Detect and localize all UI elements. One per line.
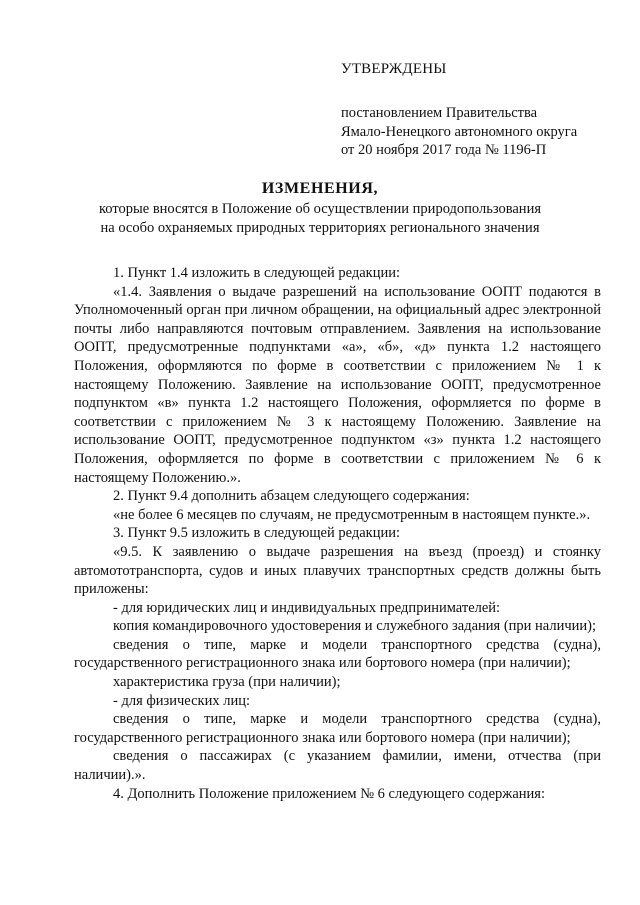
paragraph-passengers: сведения о пассажирах (с указанием фамилии, имени, отчества (при наличии).». (74, 748, 601, 784)
document-body (74, 264, 601, 803)
decree-reference (341, 104, 577, 160)
paragraph-individuals: - для физических лиц: (113, 692, 250, 709)
subtitle-line: на особо охраняемых природных территориях регионального значения (100, 220, 540, 236)
paragraph-vehicle-info: сведения о типе, марке и модели транспортного средства (судна), государственного регистрационного знака или бортового номера (при наличии); (74, 636, 601, 672)
paragraph-item-2: 2. Пункт 9.4 дополнить абзацем следующего содержания: (113, 488, 470, 505)
paragraph-vehicle-info-individuals: сведения о типе, марке и модели транспортного средства (судна), государственного регистрационного знака или бортового номера (при наличии); (74, 711, 601, 746)
decree-line: постановлением Правительства (341, 105, 538, 121)
paragraph-legal-entities: - для юридических лиц и индивидуальных предпринимателей: (113, 599, 501, 616)
document-subtitle (0, 200, 640, 238)
decree-line: Ямало-Ненецкого автономного округа (341, 123, 578, 140)
paragraph-item-3: 3. Пункт 9.5 изложить в следующей редакции: (113, 525, 401, 542)
paragraph-quote-9-5: «9.5. К заявлению о выдаче разрешения на въезд (проезд) и стоянку автомототранспорта, судов и иных плавучих транспортных средств должны быть приложены: (74, 543, 601, 598)
paragraph-item-1: 1. Пункт 1.4 изложить в следующей редакции: (113, 265, 401, 281)
decree-line: от 20 ноября 2017 года № 1196-П (341, 142, 547, 158)
paragraph-quote-9-4: «не более 6 месяцев по случаям, не предусмотренным в настоящем пункте.». (113, 506, 591, 523)
paragraph-copy-certificate: копия командировочного удостоверения и служебного задания (при наличии); (113, 618, 597, 635)
approved-heading: УТВЕРЖДЕНЫ (341, 61, 447, 77)
paragraph-cargo: характеристика груза (при наличии); (113, 674, 341, 691)
subtitle-line: которые вносятся в Положение об осуществлении природопользования (99, 201, 541, 217)
document-title: ИЗМЕНЕНИЯ, (261, 180, 379, 197)
paragraph-item-4: 4. Дополнить Положение приложением № 6 следующего содержания: (113, 785, 545, 802)
paragraph-quote-1-4: «1.4. Заявления о выдаче разрешений на использование ООПТ подаются в Уполномоченный орган при личном обращении, на официальный адрес электронной почты либо направляются почтовым отправлением. Заявления на использование ООПТ, предусмотренные подпунктами «а», «б», «д» пункта 1.2 настоящего Положения, оформляются по форме в соответствии с приложением № 1 к настоящему Положению. Заявление на использование ООПТ, предусмотренное подпунктом «в» пункта 1.2 настоящего Положения, оформляется по форме в соответствии с приложением № 3 к настоящему Положению. Заявление на использование ООПТ, предусмотренное подпунктом «з» пункта 1.2 настоящего Положения, оформляется по форме в соответствии с приложением № 6 к настоящему Положению.». (74, 283, 601, 486)
